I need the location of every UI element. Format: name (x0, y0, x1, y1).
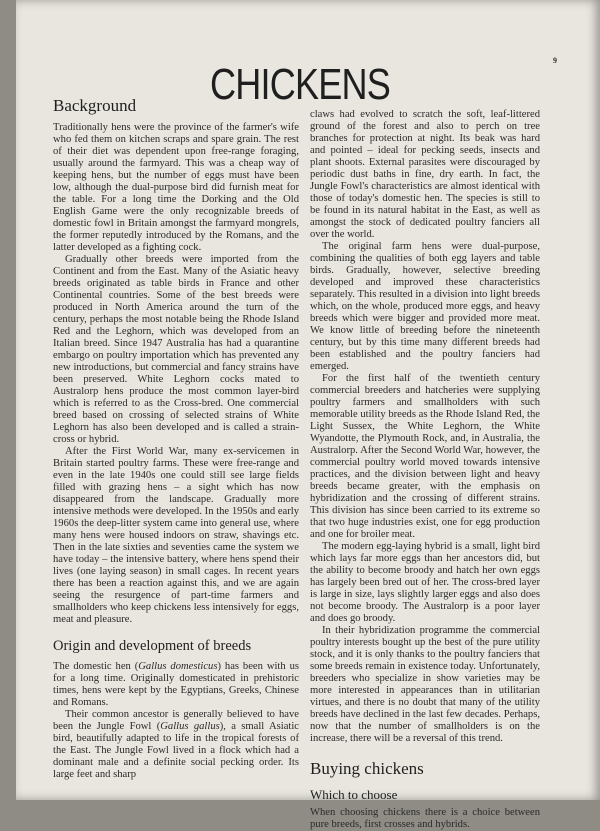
origin-paragraph-4: For the first half of the twentieth century commercial breeders and hatcheries were supplying poultry farmers and smallholders with such memorable utility breeds as the Rhode Island Red, the Light Sussex, the White Leghorn, the White Wyandotte, the Plymouth Rock, and, in Australia, the Australorp. After the Second World War, however, the commercial poultry world moved towards intensive practices, and the division between light and heavy breeds became greater, with the emphasis on hybridization and the crossing of different strains. This division has since been carried to its extreme so that two huge industries exist, one for egg production and one for broiler meat. (310, 373, 540, 540)
buying-heading: Buying chickens (310, 759, 424, 778)
right-column (310, 109, 540, 831)
origin-heading: Origin and development of breeds (53, 638, 252, 654)
origin-paragraph-2: Their common ancestor is generally believed to have been the Jungle Fowl (Gallus gallus), a small Asiatic bird, beautifully adapted to life in the tropical forests of the East. The Jungle Fowl lived in a flock which had a dominant male and a definite social pecking order. Its large feet and sharp (53, 709, 299, 780)
origin-paragraph-6: In their hybridization programme the commercial poultry interests bought up the best of the pure utility stock, and it is only thanks to the poultry fanciers that some breeds remain in existence today. Unfortunately, breeders who specialize in show varieties may be more interested in appearances than in utilitarian virtues, and there is no doubt that many of the utility breeds have declined in the last few decades. Perhaps, now that the number of smallholders is on the increase, there will be a reversal of this trend. (310, 625, 540, 744)
origin-paragraph-5: The modern egg-laying hybrid is a small, light bird which lays far more eggs than her ancestors did, but the ability to become broody and hatch her own eggs has largely been bred out of her. The cross-bred layer is large in size, lays slightly larger eggs and also does not become broody. The Australorp is a poor layer and does go broody. (310, 541, 540, 624)
origin-paragraph-3: The original farm hens were dual-purpose, combining the qualities of both egg layers and table birds. Gradually, however, selective breeding developed and improved these characteristics separately. This resulted in a division into light breeds which, on the whole, produced more eggs, and heavy breeds which were bigger and provided more meat. We know little of breeding before the nineteenth century, but by this time many different breeds had been established and the poultry fanciers had emerged. (310, 241, 540, 372)
which-to-choose-heading: Which to choose (310, 787, 398, 802)
buying-paragraph-1: When choosing chickens there is a choice between pure breeds, first crosses and hybrids. (310, 807, 540, 830)
background-heading: Background (53, 96, 137, 115)
origin-paragraph-2-continued: claws had evolved to scratch the soft, leaf-littered ground of the forest and also to perch on tree branches for protection at night. Its beak was hard and pointed – ideal for pecking seeds, insects and plant shoots. External parasites were discouraged by periodic dust baths in fine, dry earth. In fact, the Jungle Fowl's characteristics are almost identical with those of today's domestic hen. The species is still to be found in its natural habitat in the East, as well as amongst the stock of dedicated poultry fanciers all over the world. (310, 109, 540, 240)
left-column (53, 96, 299, 781)
background-paragraph-1: Traditionally hens were the province of the farmer's wife who fed them on kitchen scraps and spare grain. The rest of their diet was dependent upon free-range foraging, usually around the farmyard. This was a cheap way of keeping hens, but the number of eggs must have been low, although the dual-purpose bird did furnish meat for the table. For a long time the Dorking and the Old English Game were the only recognizable breeds of domestic fowl in Britain amongst the farmyard mongrels, the former reputedly introduced by the Romans, and the latter developed as a fighting cock. (53, 122, 299, 253)
background-paragraph-2: Gradually other breeds were imported from the Continent and from the East. Many of the Asiatic heavy breeds originated as table birds in France and other Continental countries. Some of the best breeds were produced in North America around the turn of the century, perhaps the most notable being the Rhode Island Red and the Leghorn, which was developed from an Italian breed. Since 1947 Australia has had a quarantine embargo on poultry importation which has prevented any new introductions, but commercial and fancy strains have been preserved. White Leghorn cocks mated to Australorp hens produce the most common layer-bird which is referred to as the Cross-bred. One commercial breed based on crossing of selected strains of White Leghorn has also been developed and is called a strain-cross or hybrid. (53, 254, 299, 445)
background-paragraph-3: After the First World War, many ex-servicemen in Britain started poultry farms. These were free-range and even in the late 1940s one could still see large fields filled with grazing hens – a sight which has now disappeared from the landscape. Gradually more intensive methods were developed. In the 1950s and early 1960s the deep-litter system came into general use, where many hens were housed indoors on straw, shavings etc. Then in the late sixties and seventies came the system we have today – the intensive battery, where hens spend their lives (one laying season) in small cages. In recent years there has been a reaction against this, and we are again seeing the resurgence of part-time farmers and smallholders who keep chickens less intensively for eggs, meat and pleasure. (53, 446, 299, 625)
page-number: 9 (553, 56, 557, 65)
page-title: CHICKENS (210, 60, 390, 109)
origin-paragraph-1: The domestic hen (Gallus domesticus) has been with us for a long time. Originally domesticated in prehistoric times, hens were kept by the Egyptians, Greeks, Chinese and Romans. (53, 661, 299, 708)
